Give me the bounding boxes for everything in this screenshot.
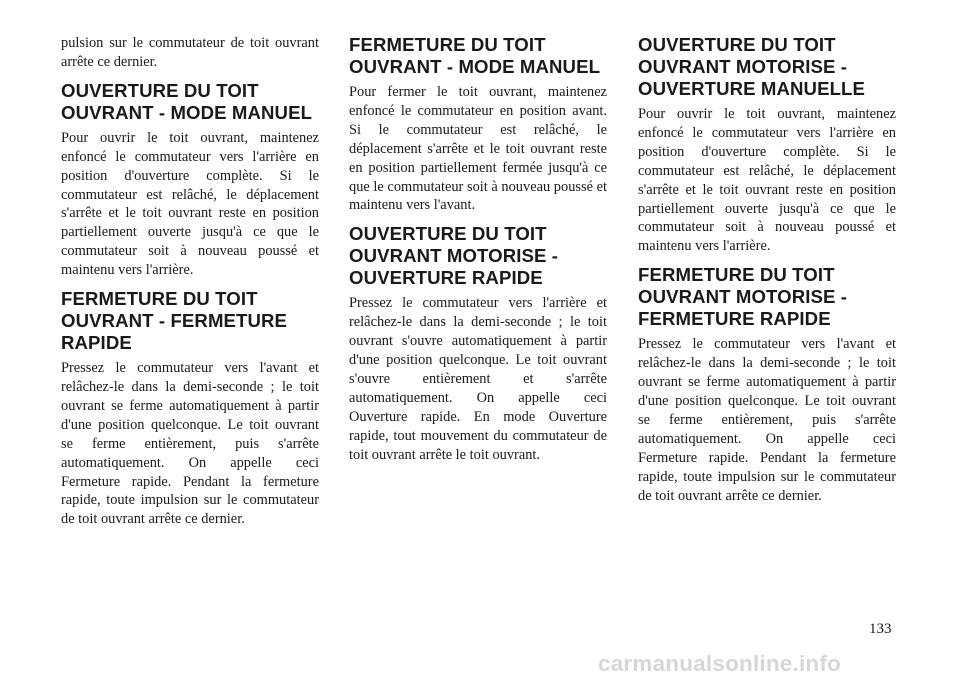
section-heading: FERMETURE DU TOIT OUVRANT - MODE MANUEL	[349, 34, 601, 77]
section-paragraph: Pour ouvrir le toit ouvrant, maintenez enfoncé le commutateur vers l'arrière en position d'ouverture complète. Si le commutateur est relâché, le déplacement s'arrête et le toit ouvrant reste en position partiellement ouverte jusqu'à ce que le commutateur soit à nouveau poussé et maintenu vers l'arrière.	[61, 129, 319, 279]
section-manual-close	[349, 34, 607, 215]
section-power-manual-open	[638, 34, 896, 256]
section-paragraph: Pressez le commutateur vers l'avant et relâchez-le dans la demi-seconde ; le toit ouvrant se ferme automatiquement à partir d'une position quelconque. Le toit ouvrant se ferme entièrement, puis s'arrête automatiquement. On appelle ceci Fermeture rapide. Pendant la fermeture rapide, toute impulsion sur le commutateur de toit ouvrant arrête ce dernier.	[638, 336, 896, 504]
section-power-express-open	[349, 223, 607, 464]
section-paragraph: Pour ouvrir le toit ouvrant, maintenez enfoncé le commutateur vers l'arrière en position d'ouverture complète. Si le commutateur est relâché, le déplacement s'arrête et le toit ouvrant reste en position partiellement ouverte jusqu'à ce que le commutateur soit à nouveau poussé et maintenu vers l'arrière.	[638, 106, 896, 255]
section-heading: FERMETURE DU TOIT OUVRANT MOTORISE - FERMETURE RAPIDE	[638, 264, 848, 330]
page-number: 133	[869, 621, 892, 637]
continued-paragraph: pulsion sur le commutateur de toit ouvrant arrête ce dernier.	[61, 35, 319, 70]
watermark: carmanualsonline.info	[598, 651, 841, 676]
section-express-close	[61, 288, 319, 529]
section-heading: OUVERTURE DU TOIT OUVRANT MOTORISE - OUVERTURE RAPIDE	[349, 223, 559, 289]
section-paragraph: Pour fermer le toit ouvrant, maintenez enfoncé le commutateur en position avant. Si le commutateur est relâché, le déplacement s'arrête et le toit ouvrant reste en position partiellement fermée jusqu'à ce que le commutateur soit à nouveau poussé et maintenu vers l'avant.	[349, 84, 607, 214]
continued-paragraph-block	[61, 34, 319, 72]
section-paragraph: Pressez le commutateur vers l'arrière et relâchez-le dans la demi-seconde ; le toit ouvrant s'ouvre automatiquement à partir d'une position quelconque. Le toit ouvrant s'ouvre entièrement et s'arrête automatiquement. On appelle ceci Ouverture rapide. En mode Ouverture rapide, tout mouvement du commutateur de toit ouvrant arrête le toit ouvrant.	[349, 295, 607, 463]
section-heading: FERMETURE DU TOIT OUVRANT - FERMETURE RAPIDE	[61, 288, 288, 354]
text-column-1	[61, 34, 319, 537]
section-manual-open	[61, 80, 319, 280]
section-heading: OUVERTURE DU TOIT OUVRANT - MODE MANUEL	[61, 79, 313, 123]
section-heading: OUVERTURE DU TOIT OUVRANT MOTORISE - OUVERTURE MANUELLE	[638, 34, 865, 99]
section-paragraph: Pressez le commutateur vers l'avant et relâchez-le dans la demi-seconde ; le toit ouvrant se ferme automatiquement à partir d'une position quelconque. Le toit ouvrant se ferme entièrement, puis s'arrête automatiquement. On appelle ceci Fermeture rapide. Pendant la fermeture rapide, toute impulsion sur le commutateur de toit ouvrant arrête ce dernier.	[61, 360, 319, 528]
text-column-3	[638, 34, 896, 513]
text-column-2	[349, 34, 607, 473]
section-power-express-close	[638, 264, 896, 505]
